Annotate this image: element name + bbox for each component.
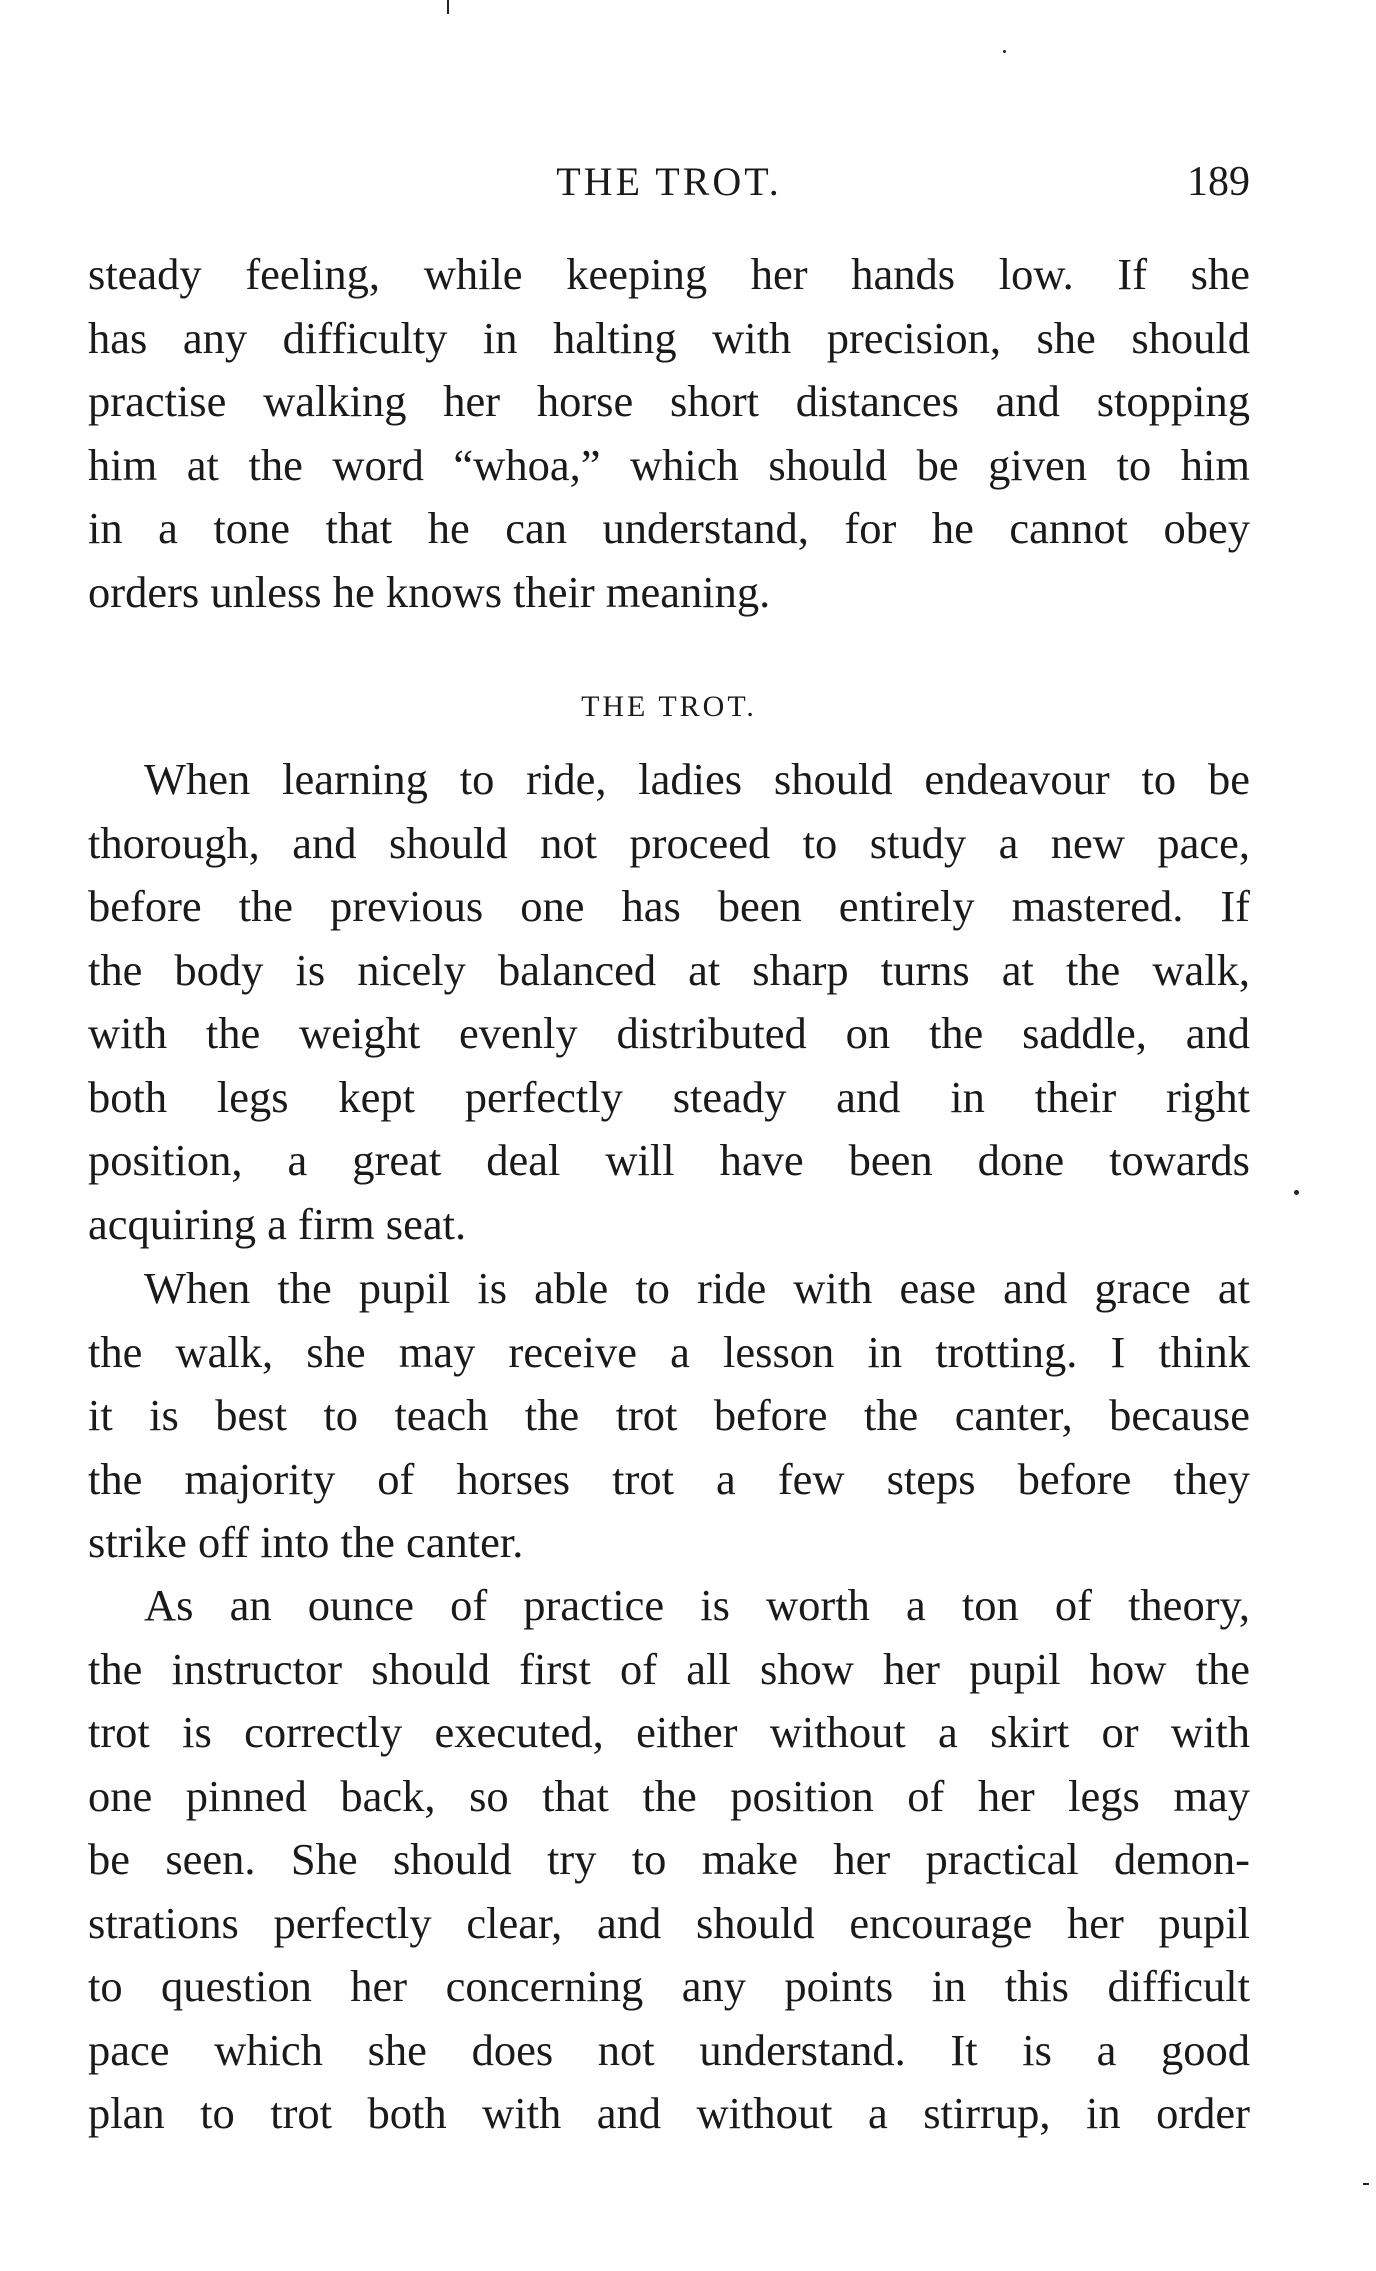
scan-speck <box>447 0 449 14</box>
text-line: thorough, and should not proceed to study a new pace, <box>88 817 1250 868</box>
text-line: When the pupil is able to ride with ease and grace at <box>144 1263 1250 1313</box>
text-line: before the previous one has been entirely mastered. If <box>88 881 1250 931</box>
text-line: the body is nicely balanced at sharp turns at the walk, <box>88 944 1250 995</box>
text-line: practise walking her horse short distances and stopping <box>88 376 1250 426</box>
text-line: the majority of horses trot a few steps before they <box>88 1453 1250 1504</box>
text-line: When learning to ride, ladies should endeavour to be <box>144 754 1250 804</box>
text-line: pace which she does not understand. It is a good <box>88 2024 1250 2075</box>
paragraph-4 <box>88 1574 1250 2146</box>
text-line: in a tone that he can understand, for he cannot obey <box>88 503 1250 553</box>
running-title: THE TROT. <box>556 159 782 204</box>
paragraph-1 <box>88 243 1250 624</box>
text-line: As an ounce of practice is worth a ton of theory, <box>144 1580 1250 1630</box>
text-line: both legs kept perfectly steady and in their right <box>88 1071 1250 1122</box>
text-line: with the weight evenly distributed on the saddle, and <box>88 1008 1250 1058</box>
text-line: acquiring a firm seat. <box>88 1198 467 1249</box>
text-line: plan to trot both with and without a stirrup, in order <box>88 2088 1250 2138</box>
text-line: steady feeling, while keeping her hands low. If she <box>88 249 1250 299</box>
paragraph-3 <box>88 1257 1250 1575</box>
text-line: orders unless he knows their meaning. <box>88 566 771 617</box>
text-line: strike off into the canter. <box>88 1517 524 1567</box>
text-line: him at the word “whoa,” which should be given to him <box>88 439 1250 490</box>
section-heading: THE TROT. <box>581 690 757 723</box>
text-line: strations perfectly clear, and should encourage her pupil <box>88 1897 1250 1948</box>
text-line: it is best to teach the trot before the canter, because <box>88 1390 1250 1440</box>
text-line: has any difficulty in halting with precision, she should <box>88 312 1250 363</box>
text-line: trot is correctly executed, either without a skirt or with <box>88 1707 1250 1757</box>
scan-speck <box>1294 1190 1299 1195</box>
text-line: one pinned back, so that the position of her legs may <box>88 1770 1250 1821</box>
scan-speck <box>1003 50 1006 53</box>
text-line: be seen. She should try to make her practical demon- <box>88 1834 1250 1884</box>
paragraph-2 <box>88 748 1250 1256</box>
text-line: position, a great deal will have been done towards <box>88 1135 1250 1185</box>
text-line: the walk, she may receive a lesson in trotting. I think <box>88 1326 1250 1377</box>
text-line: the instructor should first of all show her pupil how the <box>88 1643 1250 1694</box>
scan-speck <box>1363 2183 1369 2185</box>
text-line: to question her concerning any points in this difficult <box>88 1961 1250 2011</box>
page-number: 189 <box>1187 159 1250 205</box>
running-head <box>88 158 1250 218</box>
